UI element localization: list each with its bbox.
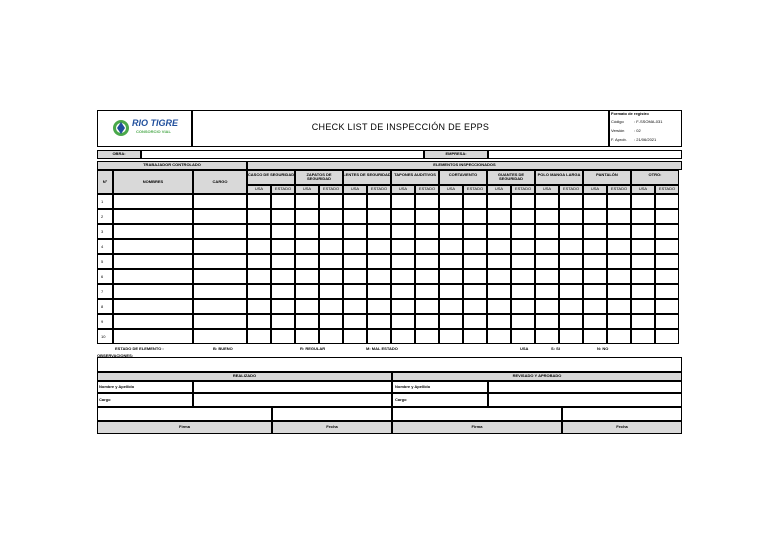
- usa-cell[interactable]: [295, 239, 319, 254]
- estado-cell[interactable]: [271, 284, 295, 299]
- usa-cell[interactable]: [439, 269, 463, 284]
- row-number: 2: [101, 214, 104, 219]
- legend-usa: USA: [520, 346, 529, 351]
- cargo-cell[interactable]: [193, 194, 247, 209]
- usa-cell[interactable]: [631, 329, 655, 344]
- estado-cell[interactable]: [463, 224, 487, 239]
- legend-malo: M: MAL ESTADO: [366, 346, 398, 351]
- estado-cell[interactable]: [511, 239, 535, 254]
- estado-cell[interactable]: [607, 254, 631, 269]
- usa-subheader-label: USA: [446, 186, 456, 191]
- usa-cell[interactable]: [295, 314, 319, 329]
- estado-cell[interactable]: [511, 284, 535, 299]
- observaciones-field[interactable]: [97, 357, 682, 372]
- usa-subheader-label: USA: [542, 186, 552, 191]
- estado-cell[interactable]: [559, 224, 583, 239]
- usa-cell[interactable]: [439, 314, 463, 329]
- estado-subheader-label: ESTADO: [418, 186, 436, 191]
- usa-cell[interactable]: [487, 209, 511, 224]
- estado-cell[interactable]: [607, 269, 631, 284]
- estado-cell[interactable]: [463, 329, 487, 344]
- usa-cell[interactable]: [391, 254, 415, 269]
- usa-cell[interactable]: [247, 284, 271, 299]
- estado-cell[interactable]: [319, 209, 343, 224]
- nombre-cell[interactable]: [113, 299, 193, 314]
- usa-cell[interactable]: [295, 329, 319, 344]
- usa-cell[interactable]: [583, 329, 607, 344]
- usa-cell[interactable]: [439, 329, 463, 344]
- nombre-cell[interactable]: [113, 239, 193, 254]
- format-heading: Formato de registro: [611, 111, 649, 116]
- estado-cell[interactable]: [607, 284, 631, 299]
- usa-cell[interactable]: [631, 194, 655, 209]
- realizado-firma-field[interactable]: [97, 407, 272, 421]
- realizado-nombre-label: Nombre y Apellido: [99, 384, 135, 389]
- format-version-label: Versión: [611, 128, 625, 133]
- row-number: 4: [101, 244, 104, 249]
- legend-bueno: B: BUENO: [213, 346, 233, 351]
- usa-cell[interactable]: [247, 269, 271, 284]
- usa-cell[interactable]: [391, 194, 415, 209]
- element-header-label: ZAPATOS DE SEGURIDAD: [306, 172, 332, 182]
- nombre-cell[interactable]: [113, 254, 193, 269]
- row-number-cell: [97, 224, 113, 239]
- realizado-fecha-label: Fecha: [326, 424, 338, 429]
- usa-cell[interactable]: [439, 299, 463, 314]
- usa-cell[interactable]: [247, 194, 271, 209]
- estado-cell[interactable]: [463, 209, 487, 224]
- nombre-cell[interactable]: [113, 284, 193, 299]
- estado-cell[interactable]: [559, 269, 583, 284]
- estado-cell[interactable]: [511, 314, 535, 329]
- logo-name: RIO TIGRE: [132, 118, 179, 128]
- usa-cell[interactable]: [391, 299, 415, 314]
- usa-cell[interactable]: [631, 209, 655, 224]
- usa-subheader-label: USA: [638, 186, 648, 191]
- estado-cell[interactable]: [607, 224, 631, 239]
- estado-cell[interactable]: [271, 224, 295, 239]
- format-date-value: : 21/06/2021: [634, 137, 657, 142]
- format-code-value: : F-SSOMA-031: [634, 119, 663, 124]
- estado-subheader-label: ESTADO: [322, 186, 340, 191]
- trabajador-label: TRABAJADOR CONTROLADO: [143, 162, 201, 167]
- row-number: 7: [101, 289, 104, 294]
- estado-cell[interactable]: [655, 224, 679, 239]
- estado-cell[interactable]: [559, 329, 583, 344]
- estado-subheader-label: ESTADO: [562, 186, 580, 191]
- revisado-firma-field[interactable]: [392, 407, 562, 421]
- legend-estado: ESTADO DE ELEMENTO :: [115, 346, 164, 351]
- usa-cell[interactable]: [295, 224, 319, 239]
- estado-cell[interactable]: [271, 329, 295, 344]
- estado-cell[interactable]: [319, 269, 343, 284]
- estado-cell[interactable]: [415, 224, 439, 239]
- usa-cell[interactable]: [295, 269, 319, 284]
- row-number: 10: [101, 334, 106, 339]
- usa-cell[interactable]: [439, 239, 463, 254]
- usa-cell[interactable]: [631, 239, 655, 254]
- estado-subheader-label: ESTADO: [658, 186, 676, 191]
- numero-label: N°: [102, 179, 108, 184]
- realizado-firma-label: Firma: [179, 424, 190, 429]
- usa-cell[interactable]: [439, 284, 463, 299]
- usa-cell[interactable]: [487, 194, 511, 209]
- realizado-cargo-label-cell: [97, 393, 193, 407]
- revisado-label: REVISADO Y APROBADO: [512, 373, 562, 378]
- usa-cell[interactable]: [343, 239, 367, 254]
- legend-regular: R: REGULAR: [300, 346, 326, 351]
- usa-cell[interactable]: [535, 284, 559, 299]
- row-number: 8: [101, 304, 104, 309]
- estado-cell[interactable]: [511, 194, 535, 209]
- nombre-cell[interactable]: [113, 224, 193, 239]
- estado-cell[interactable]: [367, 329, 391, 344]
- row-number: 5: [101, 259, 104, 264]
- usa-cell[interactable]: [535, 239, 559, 254]
- estado-cell[interactable]: [655, 239, 679, 254]
- revisado-cargo-field[interactable]: [488, 393, 682, 407]
- usa-cell[interactable]: [391, 209, 415, 224]
- usa-cell[interactable]: [487, 239, 511, 254]
- usa-cell[interactable]: [583, 209, 607, 224]
- observaciones-label: OBSERVACIONES:: [97, 353, 134, 358]
- estado-cell[interactable]: [319, 254, 343, 269]
- estado-subheader-label: ESTADO: [370, 186, 388, 191]
- cargo-cell[interactable]: [193, 329, 247, 344]
- legend-no: N: NO: [597, 346, 609, 351]
- element-header-label: POLO MANGA LARGA: [537, 172, 581, 177]
- usa-cell[interactable]: [583, 314, 607, 329]
- usa-cell[interactable]: [487, 224, 511, 239]
- usa-cell[interactable]: [583, 299, 607, 314]
- estado-cell[interactable]: [415, 284, 439, 299]
- estado-cell[interactable]: [319, 329, 343, 344]
- usa-cell[interactable]: [391, 224, 415, 239]
- usa-cell[interactable]: [343, 284, 367, 299]
- usa-cell[interactable]: [535, 314, 559, 329]
- usa-cell[interactable]: [535, 224, 559, 239]
- estado-cell[interactable]: [463, 284, 487, 299]
- usa-cell[interactable]: [631, 284, 655, 299]
- element-header-label: PANTALÓN: [596, 172, 618, 177]
- estado-cell[interactable]: [607, 329, 631, 344]
- usa-cell[interactable]: [583, 194, 607, 209]
- estado-cell[interactable]: [415, 299, 439, 314]
- usa-cell[interactable]: [247, 299, 271, 314]
- revisado-nombre-label: Nombre y Apellido: [395, 384, 431, 389]
- estado-cell[interactable]: [655, 284, 679, 299]
- row-number-cell: [97, 239, 113, 254]
- estado-cell[interactable]: [607, 314, 631, 329]
- estado-cell[interactable]: [367, 224, 391, 239]
- realizado-nombre-field[interactable]: [193, 381, 392, 393]
- estado-cell[interactable]: [415, 254, 439, 269]
- estado-cell[interactable]: [271, 299, 295, 314]
- usa-cell[interactable]: [343, 224, 367, 239]
- empresa-label: EMPRESA:: [445, 151, 467, 156]
- row-number-cell: [97, 284, 113, 299]
- usa-cell[interactable]: [535, 254, 559, 269]
- usa-cell[interactable]: [583, 239, 607, 254]
- row-number-cell: [97, 269, 113, 284]
- estado-cell[interactable]: [463, 194, 487, 209]
- estado-cell[interactable]: [271, 314, 295, 329]
- usa-subheader-label: USA: [302, 186, 312, 191]
- element-header-label: CASCO DE SEGURIDAD: [247, 172, 295, 177]
- realizado-cargo-label: Cargo: [99, 397, 111, 402]
- row-number: 9: [101, 319, 104, 324]
- estado-cell[interactable]: [367, 209, 391, 224]
- usa-cell[interactable]: [391, 314, 415, 329]
- usa-cell[interactable]: [487, 284, 511, 299]
- estado-cell[interactable]: [415, 314, 439, 329]
- usa-cell[interactable]: [343, 254, 367, 269]
- usa-cell[interactable]: [631, 269, 655, 284]
- estado-cell[interactable]: [319, 299, 343, 314]
- estado-cell[interactable]: [319, 224, 343, 239]
- usa-cell[interactable]: [439, 194, 463, 209]
- cargo-cell[interactable]: [193, 209, 247, 224]
- estado-cell[interactable]: [655, 329, 679, 344]
- usa-cell[interactable]: [487, 314, 511, 329]
- estado-cell[interactable]: [559, 314, 583, 329]
- estado-cell[interactable]: [607, 299, 631, 314]
- usa-cell[interactable]: [535, 209, 559, 224]
- usa-cell[interactable]: [439, 224, 463, 239]
- row-number: 1: [101, 199, 104, 204]
- estado-cell[interactable]: [607, 239, 631, 254]
- usa-cell[interactable]: [439, 254, 463, 269]
- estado-cell[interactable]: [559, 284, 583, 299]
- estado-cell[interactable]: [271, 269, 295, 284]
- estado-cell[interactable]: [415, 269, 439, 284]
- cargo-cell[interactable]: [193, 299, 247, 314]
- estado-cell[interactable]: [271, 239, 295, 254]
- cargo-cell[interactable]: [193, 239, 247, 254]
- estado-cell[interactable]: [367, 299, 391, 314]
- usa-subheader-label: USA: [494, 186, 504, 191]
- estado-cell[interactable]: [319, 314, 343, 329]
- usa-cell[interactable]: [535, 269, 559, 284]
- cargo-label: CARGO: [212, 179, 228, 184]
- usa-cell[interactable]: [535, 329, 559, 344]
- usa-cell[interactable]: [583, 224, 607, 239]
- obra-label: OBRA:: [112, 151, 126, 156]
- estado-cell[interactable]: [415, 209, 439, 224]
- estado-cell[interactable]: [367, 254, 391, 269]
- usa-cell[interactable]: [487, 269, 511, 284]
- usa-cell[interactable]: [583, 254, 607, 269]
- element-header-label: CORTAVIENTO: [448, 172, 478, 177]
- usa-cell[interactable]: [631, 314, 655, 329]
- usa-cell[interactable]: [439, 209, 463, 224]
- format-code-label: Código: [611, 119, 624, 124]
- revisado-nombre-field[interactable]: [488, 381, 682, 393]
- estado-subheader-label: ESTADO: [274, 186, 292, 191]
- usa-cell[interactable]: [247, 209, 271, 224]
- usa-cell[interactable]: [343, 269, 367, 284]
- usa-cell[interactable]: [247, 314, 271, 329]
- estado-cell[interactable]: [463, 269, 487, 284]
- usa-cell[interactable]: [583, 269, 607, 284]
- revisado-fecha-label: Fecha: [616, 424, 628, 429]
- estado-cell[interactable]: [415, 329, 439, 344]
- usa-subheader-label: USA: [350, 186, 360, 191]
- nombre-cell[interactable]: [113, 209, 193, 224]
- estado-cell[interactable]: [271, 254, 295, 269]
- cargo-cell[interactable]: [193, 269, 247, 284]
- estado-subheader-label: ESTADO: [514, 186, 532, 191]
- usa-cell[interactable]: [391, 239, 415, 254]
- usa-cell[interactable]: [295, 209, 319, 224]
- row-number-cell: [97, 209, 113, 224]
- estado-cell[interactable]: [463, 299, 487, 314]
- usa-cell[interactable]: [343, 299, 367, 314]
- usa-cell[interactable]: [487, 329, 511, 344]
- cargo-cell[interactable]: [193, 284, 247, 299]
- usa-cell[interactable]: [631, 254, 655, 269]
- obra-field[interactable]: [141, 150, 424, 159]
- estado-cell[interactable]: [559, 239, 583, 254]
- estado-cell[interactable]: [655, 194, 679, 209]
- nombre-cell[interactable]: [113, 314, 193, 329]
- usa-cell[interactable]: [535, 299, 559, 314]
- estado-cell[interactable]: [511, 209, 535, 224]
- usa-cell[interactable]: [295, 284, 319, 299]
- estado-cell[interactable]: [511, 224, 535, 239]
- logo-subtitle: CONSORCIO VIAL: [136, 129, 171, 134]
- usa-subheader-label: USA: [254, 186, 264, 191]
- usa-cell[interactable]: [631, 224, 655, 239]
- element-header-label: TAPONES AUDITIVOS: [394, 172, 436, 177]
- revisado-fecha-field[interactable]: [562, 407, 682, 421]
- usa-cell[interactable]: [391, 269, 415, 284]
- usa-cell[interactable]: [391, 329, 415, 344]
- estado-cell[interactable]: [463, 239, 487, 254]
- usa-cell[interactable]: [343, 329, 367, 344]
- usa-cell[interactable]: [487, 299, 511, 314]
- estado-cell[interactable]: [559, 194, 583, 209]
- document-title: CHECK LIST DE INSPECCIÓN DE EPPS: [311, 122, 490, 132]
- estado-cell[interactable]: [271, 194, 295, 209]
- realizado-label: REALIZADO: [232, 373, 257, 378]
- estado-cell[interactable]: [559, 299, 583, 314]
- usa-cell[interactable]: [247, 239, 271, 254]
- estado-subheader-label: ESTADO: [466, 186, 484, 191]
- usa-cell[interactable]: [487, 254, 511, 269]
- estado-cell[interactable]: [319, 194, 343, 209]
- estado-cell[interactable]: [655, 314, 679, 329]
- estado-cell[interactable]: [367, 284, 391, 299]
- estado-cell[interactable]: [367, 239, 391, 254]
- estado-cell[interactable]: [367, 314, 391, 329]
- estado-cell[interactable]: [463, 314, 487, 329]
- estado-cell[interactable]: [559, 209, 583, 224]
- revisado-cargo-label: Cargo: [395, 397, 407, 402]
- element-header-label: OTRO:: [648, 172, 662, 177]
- usa-cell[interactable]: [295, 299, 319, 314]
- cargo-cell[interactable]: [193, 254, 247, 269]
- estado-cell[interactable]: [511, 299, 535, 314]
- estado-subheader-label: ESTADO: [610, 186, 628, 191]
- empresa-field[interactable]: [488, 150, 682, 159]
- cargo-cell[interactable]: [193, 314, 247, 329]
- estado-cell[interactable]: [463, 254, 487, 269]
- estado-cell[interactable]: [367, 269, 391, 284]
- row-number-cell: [97, 194, 113, 209]
- usa-cell[interactable]: [247, 224, 271, 239]
- usa-cell[interactable]: [295, 194, 319, 209]
- estado-cell[interactable]: [607, 194, 631, 209]
- legend-si: S: SI: [551, 346, 560, 351]
- estado-cell[interactable]: [415, 194, 439, 209]
- estado-cell[interactable]: [415, 239, 439, 254]
- row-number: 6: [101, 274, 104, 279]
- nombre-cell[interactable]: [113, 194, 193, 209]
- usa-subheader-label: USA: [398, 186, 408, 191]
- estado-cell[interactable]: [655, 254, 679, 269]
- estado-cell[interactable]: [319, 284, 343, 299]
- usa-cell[interactable]: [295, 254, 319, 269]
- usa-cell[interactable]: [583, 284, 607, 299]
- usa-cell[interactable]: [343, 314, 367, 329]
- estado-cell[interactable]: [607, 209, 631, 224]
- estado-cell[interactable]: [655, 299, 679, 314]
- usa-cell[interactable]: [247, 329, 271, 344]
- realizado-cargo-field[interactable]: [193, 393, 392, 407]
- estado-cell[interactable]: [655, 269, 679, 284]
- format-version-value: : 02: [634, 128, 641, 133]
- format-date-label: F. Aprob.: [611, 137, 627, 142]
- cargo-cell[interactable]: [193, 224, 247, 239]
- nombres-label: NOMBRES: [142, 179, 164, 184]
- estado-cell[interactable]: [655, 209, 679, 224]
- realizado-fecha-field[interactable]: [272, 407, 392, 421]
- usa-cell[interactable]: [391, 284, 415, 299]
- usa-cell[interactable]: [535, 194, 559, 209]
- usa-subheader-label: USA: [590, 186, 600, 191]
- usa-cell[interactable]: [631, 299, 655, 314]
- row-number-cell: [97, 254, 113, 269]
- usa-cell[interactable]: [343, 209, 367, 224]
- estado-cell[interactable]: [367, 194, 391, 209]
- row-number-cell: [97, 314, 113, 329]
- elementos-label: ELEMENTOS INSPECCIONADOS: [433, 162, 496, 167]
- estado-cell[interactable]: [511, 269, 535, 284]
- nombre-cell[interactable]: [113, 329, 193, 344]
- nombre-cell[interactable]: [113, 269, 193, 284]
- estado-cell[interactable]: [511, 254, 535, 269]
- revisado-firma-label: Firma: [471, 424, 483, 429]
- row-number: 3: [101, 229, 104, 234]
- estado-cell[interactable]: [559, 254, 583, 269]
- company-logo: [112, 115, 182, 141]
- element-header-label: LENTES DE SEGURIDAD: [343, 172, 391, 177]
- usa-cell[interactable]: [343, 194, 367, 209]
- estado-cell[interactable]: [511, 329, 535, 344]
- element-header-label: GUANTES DE SEGURIDAD: [497, 172, 525, 182]
- estado-cell[interactable]: [319, 239, 343, 254]
- row-number-cell: [97, 299, 113, 314]
- estado-cell[interactable]: [271, 209, 295, 224]
- usa-cell[interactable]: [247, 254, 271, 269]
